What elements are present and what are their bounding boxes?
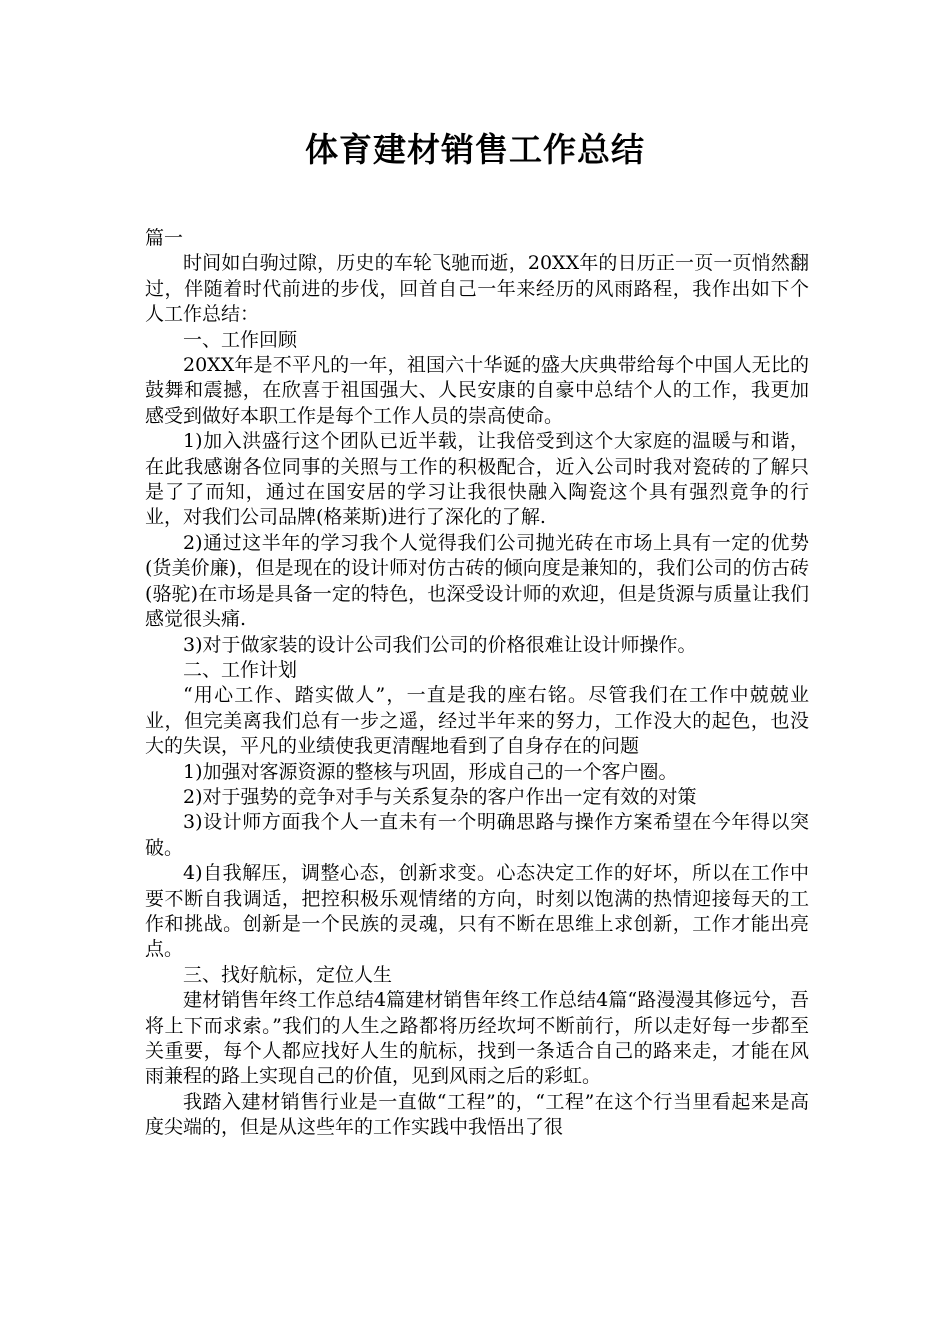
paragraph-plan-item-3: 3)设计师方面我个人一直未有一个明确思路与操作方案希望在今年得以突破。 bbox=[145, 811, 809, 859]
paragraph-engineering: 我踏入建材销售行业是一直做“工程”的，“工程”在这个行当里看起来是高度尖端的，但是从这些年的工作实践中我悟出了很 bbox=[145, 1090, 809, 1139]
paragraph-year-review: 20XX年是不平凡的一年，祖国六十华诞的盛大庆典带给每个中国人无比的鼓舞和震撼，在欣喜于祖国强大、人民安康的自豪中总结个人的工作，我更加感受到做好本职工作是每个工作人员的崇高使命。 bbox=[145, 354, 809, 427]
paragraph-review-item-3: 3)对于做家装的设计公司我们公司的价格很难让设计师操作。 bbox=[183, 633, 697, 656]
paragraph-review-item-2: 2)通过这半年的学习我个人觉得我们公司抛光砖在市场上具有一定的优势(货美价廉)，但是现在的设计师对仿古砖的倾向度是兼知的，我们公司的仿古砖(骆驼)在市场是具备一定的特色，也深受设计师的欢迎，但是货源与质量让我们感觉很头痛. bbox=[145, 531, 809, 631]
paragraph-plan-item-1: 1)加强对客源资源的整核与巩固，形成自己的一个客户圈。 bbox=[183, 760, 678, 783]
paragraph-motto: “用心工作、踏实做人”，一直是我的座右铭。尽管我们在工作中兢兢业业，但完美离我们总有一步之遥，经过半年来的努力，工作没大的起色，也没大的失误，平凡的业绩使我更清醒地看到了自身存在的问题 bbox=[145, 684, 809, 758]
section-label: 篇一 bbox=[145, 227, 184, 249]
paragraph-intro: 时间如白驹过隙，历史的车轮飞驰而逝，20XX年的日历正一页一页悄然翻过，伴随着时代前进的步伐，回首自己一年来经历的风雨路程，我作出如下个人工作总结： bbox=[145, 252, 809, 326]
heading-work-plan: 二、工作计划 bbox=[183, 658, 298, 681]
heading-work-review: 一、工作回顾 bbox=[183, 328, 298, 351]
document-title: 体育建材销售工作总结 bbox=[305, 130, 645, 169]
paragraph-life-path: 建材销售年终工作总结4篇建材销售年终工作总结4篇“路漫漫其修远兮，吾将上下而求索。”我们的人生之路都将历经坎坷不断前行，所以走好每一步都至关重要，每个人都应找好人生的航标，找到一条适合自己的路来走，才能在风雨兼程的路上实现自己的价值，见到风雨之后的彩虹。 bbox=[145, 989, 809, 1088]
document-body bbox=[145, 226, 809, 1141]
heading-life-direction: 三、找好航标，定位人生 bbox=[183, 963, 393, 986]
paragraph-plan-item-4: 4)自我解压，调整心态，创新求变。心态决定工作的好坏，所以在工作中要不断自我调适，把控积极乐观情绪的方向，时刻以饱满的热情迎接每天的工作和挑战。创新是一个民族的灵魂，只有不断在思维上求创新，工作才能出亮点。 bbox=[145, 862, 809, 961]
paragraph-plan-item-2: 2)对于强势的竞争对手与关系复杂的客户作出一定有效的对策 bbox=[183, 785, 697, 808]
paragraph-review-item-1: 1)加入洪盛行这个团队已近半载，让我倍受到这个大家庭的温暖与和谐，在此我感谢各位同事的关照与工作的积极配合，近入公司时我对瓷砖的了解只是了了而知，通过在国安居的学习让我很快融入陶瓷这个具有强烈竟争的行业，对我们公司品牌(格莱斯)进行了深化的了解. bbox=[145, 430, 809, 529]
